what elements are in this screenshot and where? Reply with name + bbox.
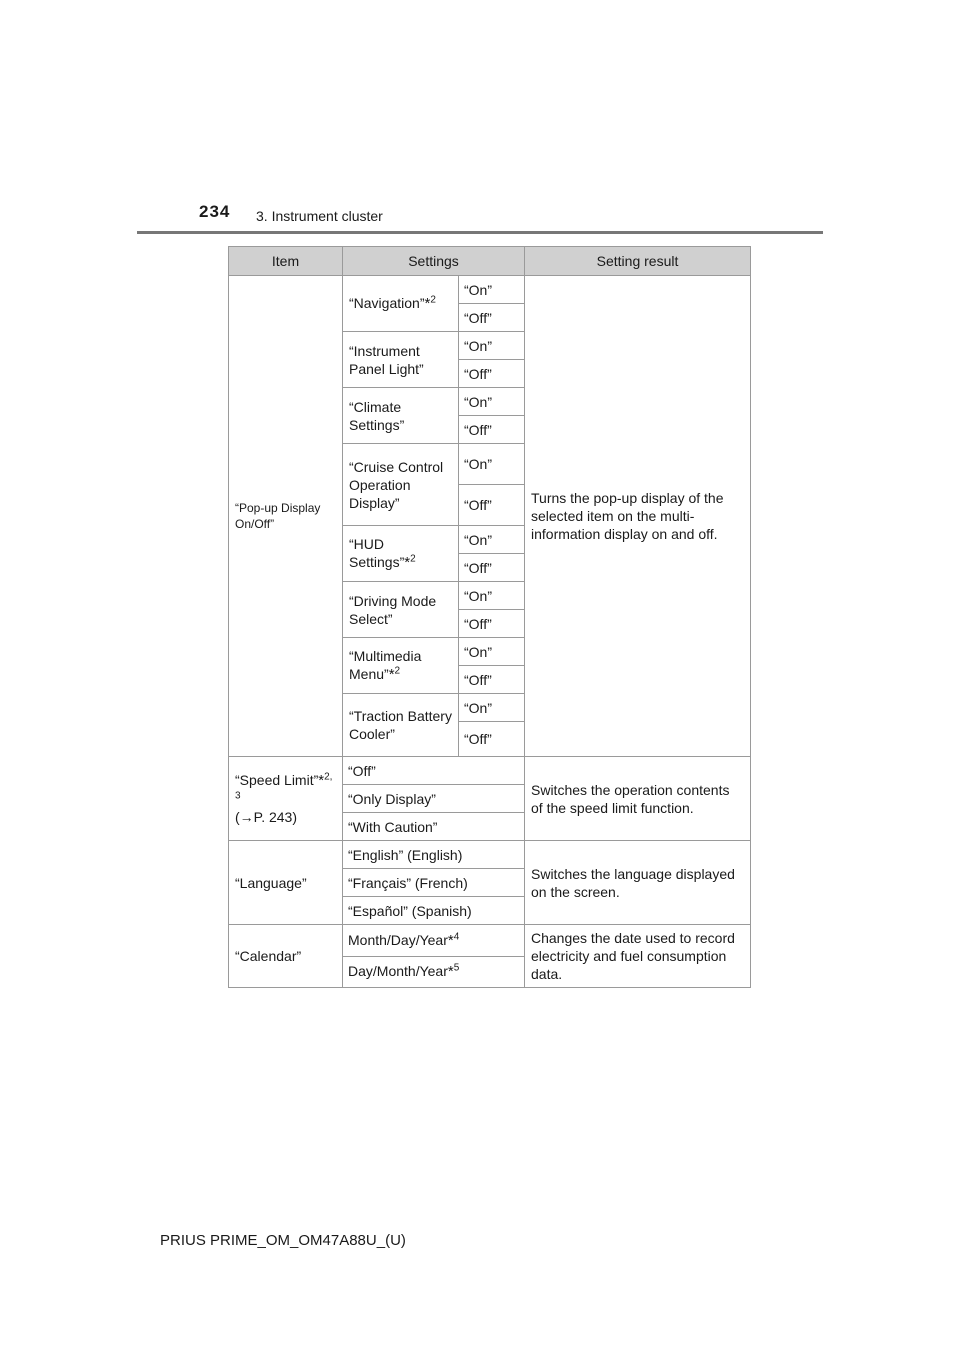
table-row: [229, 925, 751, 957]
footnote-ref: 5: [453, 962, 460, 974]
option-day-month-year: Day/Month/Year*$^5$: [343, 956, 525, 988]
setting-navigation: “Navigation”*$^2$: [343, 276, 459, 332]
header-rule: [137, 231, 823, 234]
option-on: “On”: [459, 332, 525, 360]
footnote-ref: 2: [394, 665, 401, 677]
settings-table: [228, 246, 751, 988]
option-with-caution: “With Caution”: [343, 813, 525, 841]
option-spanish: “Español” (Spanish): [343, 897, 525, 925]
option-french: “Français” (French): [343, 869, 525, 897]
setting-cruise-control: “Cruise Control Operation Display”: [343, 444, 459, 526]
option-on: “On”: [459, 444, 525, 485]
option-on: “On”: [459, 276, 525, 304]
table-header-row: [229, 247, 751, 276]
header-item: Item: [229, 247, 343, 276]
option-on: “On”: [459, 694, 525, 722]
footnote-ref: 2: [410, 553, 416, 565]
result-calendar: Changes the date used to record electricity and fuel consumption data.: [525, 925, 751, 988]
footnote-ref: 2: [430, 294, 436, 306]
setting-traction-battery-cooler: “Traction Battery Cooler”: [343, 694, 459, 757]
asterisk-icon: *: [447, 963, 454, 981]
option-off: “Off”: [459, 304, 525, 332]
asterisk-icon: *: [388, 666, 395, 683]
option-on: “On”: [459, 526, 525, 554]
item-language: “Language”: [229, 841, 343, 925]
option-off: “Off”: [459, 722, 525, 757]
option-off: “Off”: [459, 554, 525, 582]
document-id: PRIUS PRIME_OM_OM47A88U_(U): [160, 1232, 406, 1249]
option-off: “Off”: [459, 485, 525, 526]
asterisk-icon: *: [447, 931, 454, 949]
setting-hud-settings: “HUD Settings”*$^2$: [343, 526, 459, 582]
option-on: “On”: [459, 582, 525, 610]
setting-instrument-panel-light: “Instrument Panel Light”: [343, 332, 459, 388]
option-off: “Off”: [459, 666, 525, 694]
header-result: Setting result: [525, 247, 751, 276]
result-language: Switches the language displayed on the screen.: [525, 841, 751, 925]
option-on: “On”: [459, 388, 525, 416]
option-off: “Off”: [459, 360, 525, 388]
header-settings: Settings: [343, 247, 525, 276]
item-calendar: “Calendar”: [229, 925, 343, 988]
result-speed-limit: Switches the operation contents of the speed limit function.: [525, 757, 751, 841]
page-number: 234: [199, 202, 231, 221]
item-popup-display: “Pop-up Display On/Off”: [229, 276, 343, 757]
option-english: “English” (English): [343, 841, 525, 869]
option-on: “On”: [459, 638, 525, 666]
setting-driving-mode: “Driving Mode Select”: [343, 582, 459, 638]
table-row: [229, 841, 751, 869]
item-speed-limit: “Speed Limit”*$^{2, 3}$ (→P. 243): [229, 757, 343, 841]
setting-climate-settings: “Climate Settings”: [343, 388, 459, 444]
asterisk-icon: *: [404, 554, 411, 571]
asterisk-icon: *: [318, 772, 325, 789]
option-month-day-year: Month/Day/Year*$^4$: [343, 925, 525, 957]
option-off: “Off”: [343, 757, 525, 785]
asterisk-icon: *: [424, 295, 431, 312]
footnote-ref: 2, 3: [235, 771, 333, 802]
table-row: [229, 276, 751, 304]
setting-multimedia-menu: “Multimedia Menu”*$^2$: [343, 638, 459, 694]
section-title: 3. Instrument cluster: [256, 208, 383, 224]
table-row: [229, 757, 751, 785]
footnote-ref: 4: [453, 931, 460, 943]
page-header: [0, 0, 960, 240]
option-only-display: “Only Display”: [343, 785, 525, 813]
page-reference: (→P. 243): [235, 809, 297, 825]
option-off: “Off”: [459, 416, 525, 444]
option-off: “Off”: [459, 610, 525, 638]
result-popup-display: Turns the pop-up display of the selected item on the multi-information display on and off.: [525, 276, 751, 757]
